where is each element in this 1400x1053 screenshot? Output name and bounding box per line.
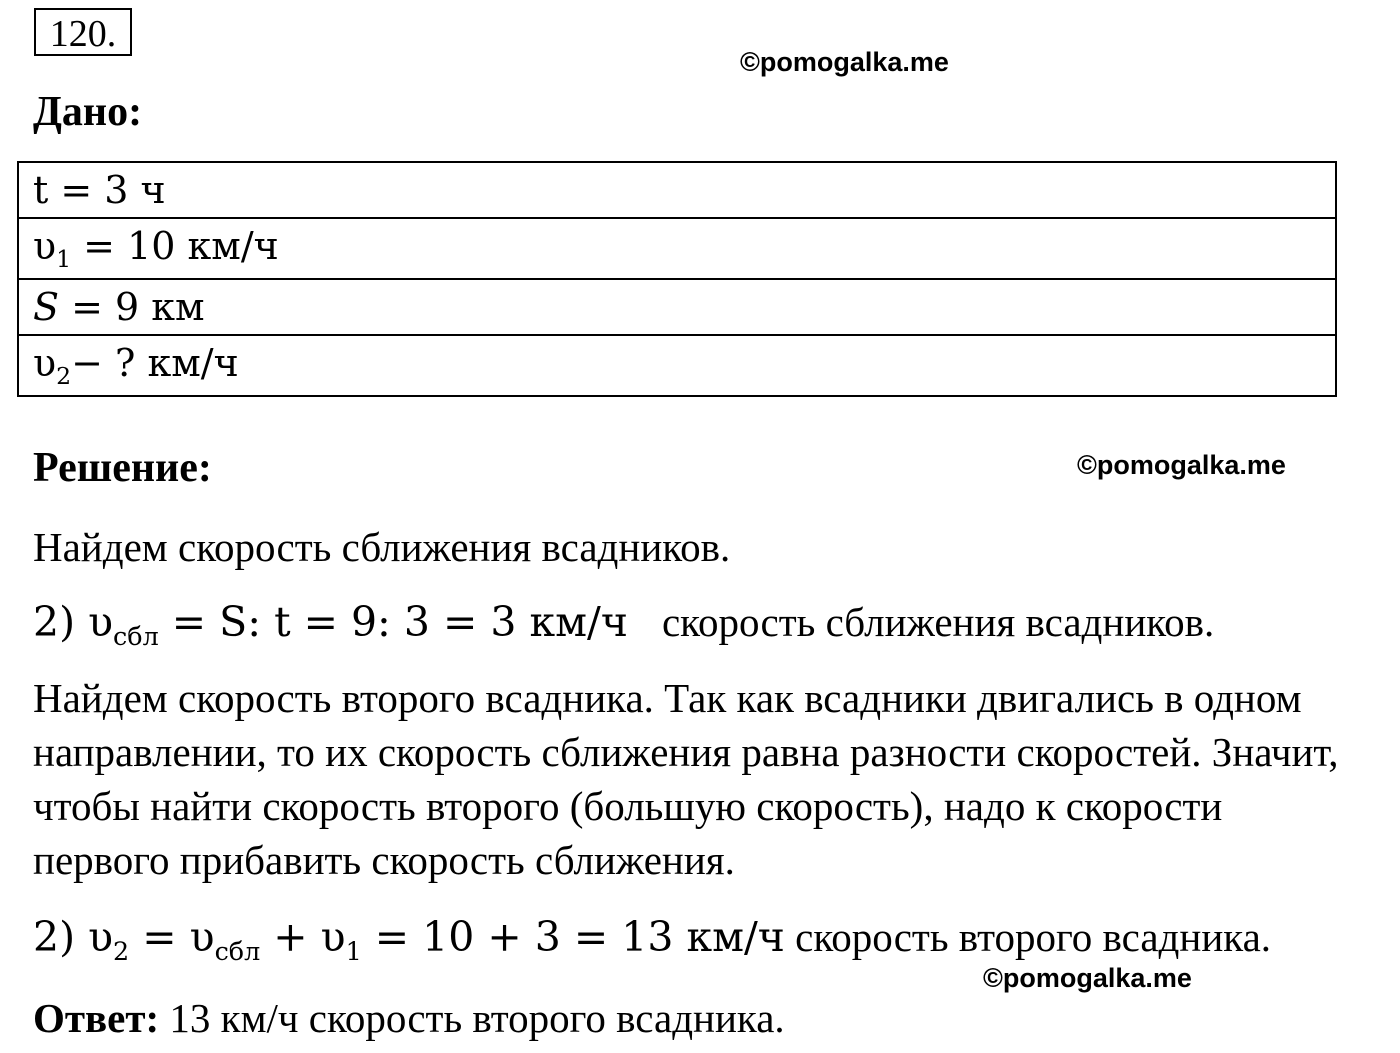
solution-paragraph: Найдем скорость второго всадника. Так как всадники двигались в одном направлении, то их скорость сближения равна разности скоростей. Значит, чтобы найти скорость второго (большую скорость), надо к скорости первого прибавить скорость сближения. <box>33 675 1339 883</box>
given-table <box>17 161 1337 397</box>
equation-explanation: скорость сближения всадников. <box>661 599 1215 645</box>
answer-label: Ответ: <box>33 995 160 1041</box>
problem-number: 120. <box>34 8 132 56</box>
given-cell <box>18 162 1336 218</box>
given-value: − ? км/ч <box>71 341 239 385</box>
given-value: = 10 км/ч <box>71 224 279 268</box>
equation-line <box>33 910 1271 969</box>
given-cell <box>18 335 1336 396</box>
watermark: ©pomogalka.me <box>740 47 949 77</box>
given-value: = 3 ч <box>48 168 166 212</box>
given-cell <box>18 279 1336 335</box>
equation: 2) $\upsilon_{сбл} = S$: t = 9: 3 = 3 км/ч <box>33 598 628 651</box>
given-var: υ <box>33 341 57 385</box>
given-var: υ <box>33 224 57 268</box>
watermark: ©pomogalka.me <box>983 963 1192 993</box>
given-value: = 9 км <box>59 285 205 329</box>
given-var: S <box>33 285 60 329</box>
answer <box>33 991 785 1045</box>
given-row <box>18 335 1336 396</box>
given-row <box>18 218 1336 279</box>
equation: 2) $\upsilon_2 = \upsilon_{сбл} + \upsilon_1 = 10 + 3 = 13$ км/ч <box>33 913 785 966</box>
watermark: ©pomogalka.me <box>1077 450 1286 480</box>
answer-text: 13 км/ч скорость второго всадника. <box>159 995 785 1041</box>
given-cell <box>18 218 1336 279</box>
solution-heading: Решение: <box>33 445 212 491</box>
given-var: t <box>33 168 49 212</box>
solution-paragraph: Найдем скорость сближения всадников. <box>33 524 731 570</box>
given-heading: Дано: <box>33 89 143 135</box>
equation-line <box>33 595 1214 654</box>
given-subscript: 1 <box>56 245 72 274</box>
given-row <box>18 162 1336 218</box>
equation-explanation: скорость второго всадника. <box>784 914 1272 960</box>
given-subscript: 2 <box>56 362 72 391</box>
given-row <box>18 279 1336 335</box>
